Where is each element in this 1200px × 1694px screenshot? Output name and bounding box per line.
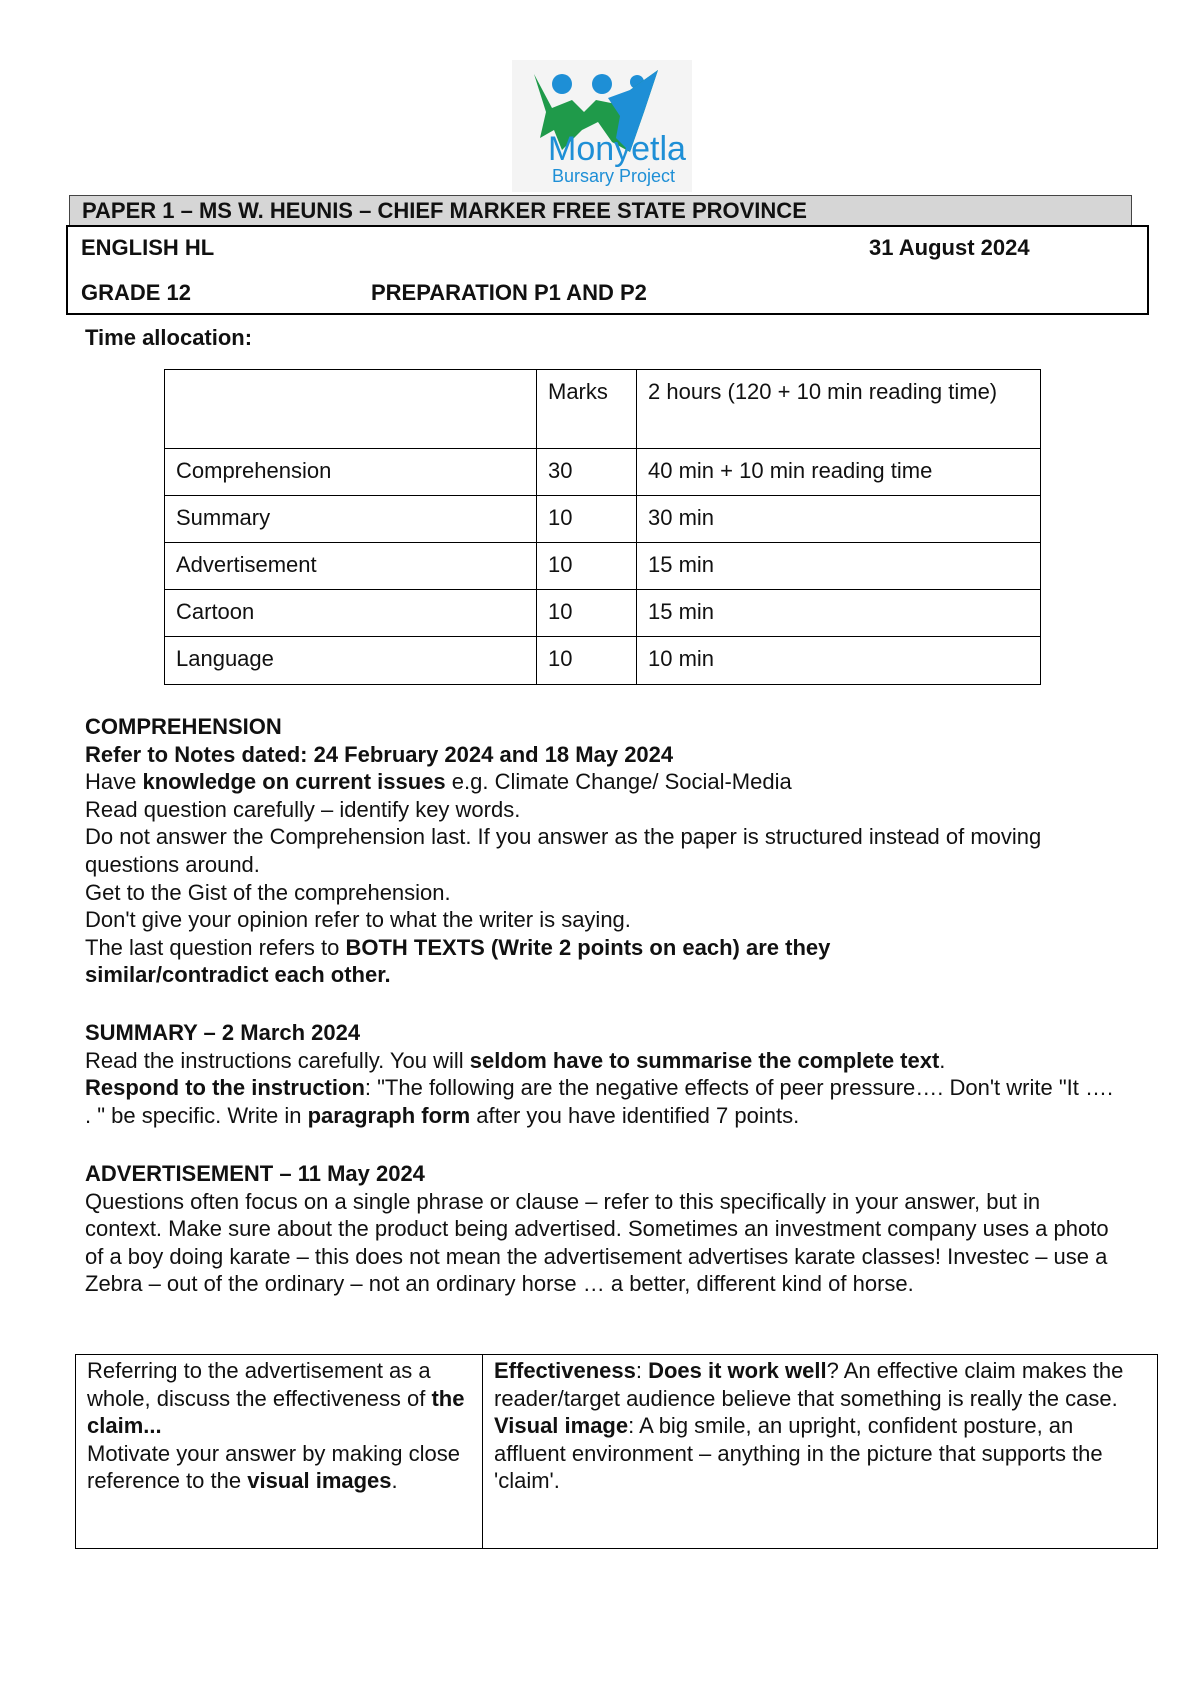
comprehension-heading: COMPREHENSION — [85, 714, 282, 739]
date-label: 31 August 2024 — [869, 235, 1030, 260]
marks-cell: 10 — [537, 496, 637, 543]
comprehension-section — [85, 713, 1125, 989]
header-cell-time: 2 hours (120 + 10 min reading time) — [637, 370, 1041, 449]
time-cell: 30 min — [637, 496, 1041, 543]
summary-line-2: Respond to the instruction: "The following are the negative effects of peer pressure…. Don't write "It …. . " be specific. Write in paragraph form after you have identified 7 points. — [85, 1075, 1114, 1128]
table-row — [165, 637, 1041, 685]
logo-subtitle: Bursary Project — [552, 166, 676, 186]
marks-cell: 10 — [537, 543, 637, 590]
grade-label: GRADE 12 — [81, 280, 192, 305]
comprehension-line-3: Do not answer the Comprehension last. If you answer as the paper is structured instead of moving questions around. — [85, 824, 1042, 877]
advertisement-heading: ADVERTISEMENT – 11 May 2024 — [85, 1161, 425, 1186]
comprehension-line-1: Have knowledge on current issues e.g. Climate Change/ Social-Media — [85, 769, 792, 795]
table-row — [165, 496, 1041, 543]
info-box — [66, 225, 1149, 315]
section-cell: Language — [165, 637, 537, 685]
logo-wordmark: Monyetla — [548, 130, 686, 168]
paper-title-bar: PAPER 1 – MS W. HEUNIS – CHIEF MARKER FREE STATE PROVINCE — [69, 195, 1132, 225]
marks-cell: 10 — [537, 637, 637, 685]
subject-label: ENGLISH HL — [81, 235, 215, 260]
advertisement-table — [75, 1354, 1158, 1549]
logo-head-left — [552, 74, 572, 94]
prep-label: PREPARATION P1 AND P2 — [371, 280, 647, 305]
header-cell-blank — [165, 370, 537, 449]
table-row — [76, 1355, 1158, 1549]
summary-section — [85, 1019, 1115, 1129]
marks-cell: 30 — [537, 449, 637, 496]
section-cell: Advertisement — [165, 543, 537, 590]
advertisement-body: Questions often focus on a single phrase or clause – refer to this specifically in your answer, but in context. Make sure about the product being advertised. Sometimes an investment company uses a photo of a boy doing karate – this does not mean the advertisement advertises karate classes! Investec – use a Zebra – out of the ordinary – not an ordinary horse … a better, different kind of horse. — [85, 1188, 1109, 1297]
time-cell: 40 min + 10 min reading time — [637, 449, 1041, 496]
comprehension-line-2: Read question carefully – identify key words. — [85, 796, 521, 822]
comprehension-line-6: The last question refers to BOTH TEXTS (Write 2 points on each) are they similar/contradict each other. — [85, 934, 831, 988]
comprehension-notes: Refer to Notes dated: 24 February 2024 and 18 May 2024 — [85, 741, 674, 767]
table-header-row — [165, 370, 1041, 449]
ad-question-cell: Referring to the advertisement as a whole, discuss the effectiveness of the claim... Motivate your answer by making close reference to the visual images. — [76, 1355, 483, 1549]
time-cell: 10 min — [637, 637, 1041, 685]
table-row — [165, 543, 1041, 590]
logo-head-mid — [592, 74, 612, 94]
advertisement-section — [85, 1160, 1120, 1298]
comprehension-line-5: Don't give your opinion refer to what the writer is saying. — [85, 907, 631, 933]
ad-guidance-cell: Effectiveness: Does it work well? An effective claim makes the reader/target audience believe that something is really the case. Visual image: A big smile, an upright, confident posture, an affluent environment – anything in the picture that supports the 'claim'. — [483, 1355, 1158, 1549]
section-cell: Cartoon — [165, 590, 537, 637]
summary-heading: SUMMARY – 2 March 2024 — [85, 1020, 361, 1045]
time-allocation-label: Time allocation: — [85, 325, 253, 350]
section-cell: Summary — [165, 496, 537, 543]
comprehension-line-4: Get to the Gist of the comprehension. — [85, 879, 451, 905]
time-cell: 15 min — [637, 590, 1041, 637]
marks-cell: 10 — [537, 590, 637, 637]
table-row — [165, 449, 1041, 496]
section-cell: Comprehension — [165, 449, 537, 496]
header-cell-marks: Marks — [537, 370, 637, 449]
time-cell: 15 min — [637, 543, 1041, 590]
monyetla-logo — [512, 60, 692, 192]
table-row — [165, 590, 1041, 637]
summary-line-1: Read the instructions carefully. You will seldom have to summarise the complete text. — [85, 1047, 946, 1073]
time-allocation-table — [164, 369, 1041, 685]
